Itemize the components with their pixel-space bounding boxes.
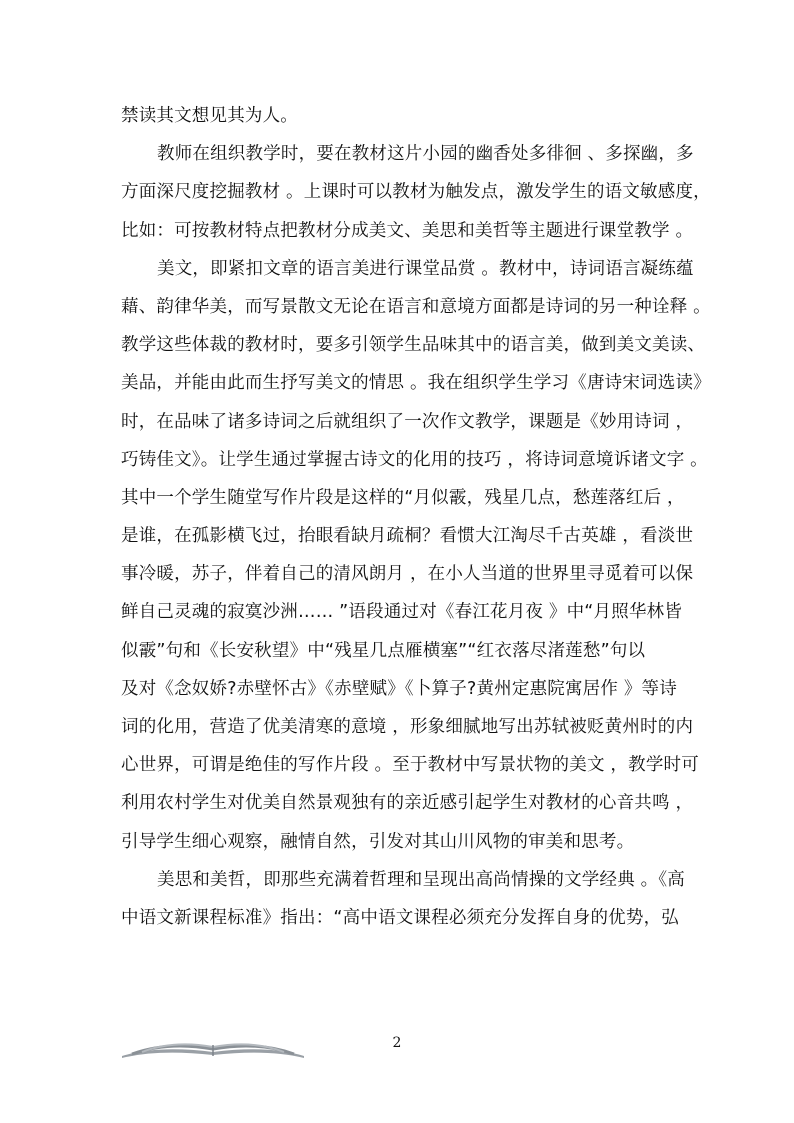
text-line: 事冷暖，苏子，伴着自己的清风朗月 ，在小人当道的世界里寻觅着可以保	[121, 564, 694, 585]
text-line: 方面深尺度挖掘教材 。上课时可以教材为触发点，激发学生的语文敏感度，	[121, 182, 711, 203]
text-line: 时，在品味了诸多诗词之后就组织了一次作文教学，课题是《妙用诗词 ，	[121, 411, 694, 432]
page-number: 2	[392, 1035, 402, 1051]
text-line: 禁读其文想见其为人。	[121, 106, 298, 126]
text-line: 心世界，可谓是绝佳的写作片段 。至于教材中写景状物的美文 ，教学时可	[121, 755, 699, 776]
text-line: 是谁，在孤影横飞过，抬眼看缺月疏桐？看惯大江淘尽千古英雄 ，看淡世	[121, 526, 694, 547]
text-line: 似霰”句和《长安秋望》中“残星几点雁横塞”“红衣落尽渚莲愁”句以	[121, 640, 646, 661]
text-line: 比如：可按教材特点把教材分成美文、美思和美哲等主题进行课堂教学 。	[121, 220, 694, 241]
text-line: 引导学生细心观察，融情自然，引发对其山川风物的审美和思考。	[121, 831, 635, 852]
text-line: 中语文新课程标准》指出：“高中语文课程必须充分发挥自身的优势，弘	[121, 907, 679, 928]
text-line: 美品，并能由此而生抒写美文的情思 。我在组织学生学习《唐诗宋词选读》	[121, 373, 711, 394]
text-line: 利用农村学生对优美自然景观独有的亲近感引起学生对教材的心音共鸣 ，	[121, 793, 694, 814]
text-line: 教师在组织教学时，要在教材这片小园的幽香处多徘徊 、多探幽，多	[157, 144, 694, 165]
body-text	[121, 97, 711, 937]
text-line: 及对《念奴娇?赤壁怀古》《赤壁赋》《卜算子?黄州定惠院寓居作 》等诗	[121, 678, 677, 699]
text-line: 词的化用，营造了优美清寒的意境 ，形象细腻地写出苏轼被贬黄州时的内	[121, 717, 694, 737]
text-line: 鲜自己灵魂的寂寞沙洲…… ”语段通过对《春江花月夜 》中“月照华林皆	[121, 602, 683, 623]
text-line: 藉、韵律华美，而写景散文无论在语言和意境方面都是诗词的另一种诠释 。	[121, 296, 711, 317]
text-line: 美文，即紧扣文章的语言美进行课堂品赏 。教材中，诗词语言凝练蕴	[157, 258, 694, 279]
text-line: 教学这些体裁的教材时，要多引领学生品味其中的语言美，做到美文美读、	[121, 335, 706, 356]
text-line: 美思和美哲，即那些充满着哲理和呈现出高尚情操的文学经典 。《高	[157, 869, 686, 890]
text-line: 巧铸佳文》。让学生通过掌握古诗文的化用的技巧 ，将诗词意境诉诸文字 。	[121, 449, 708, 470]
text-line: 其中一个学生随堂写作片段是这样的“月似霰，残星几点，愁莲落红后 ，	[121, 487, 685, 508]
